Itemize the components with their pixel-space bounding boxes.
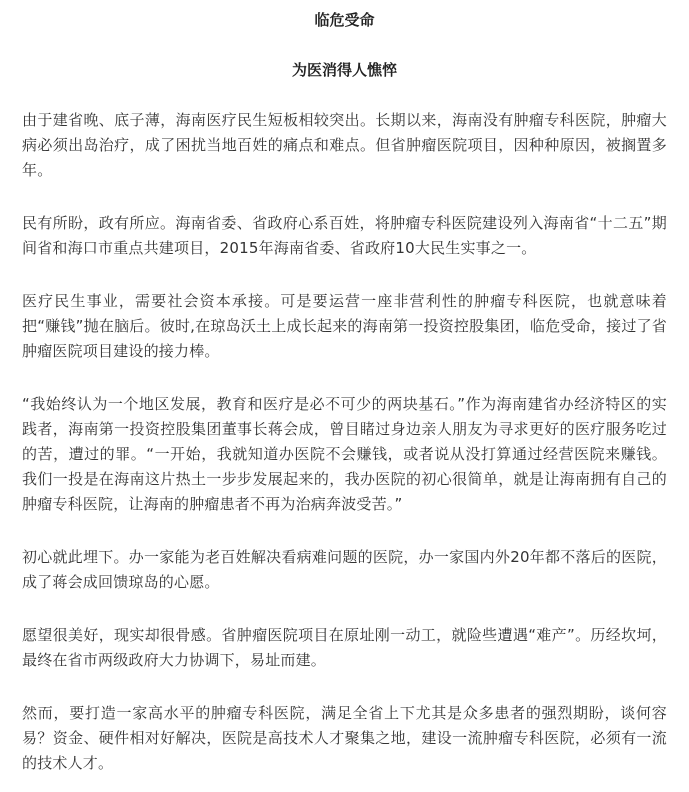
- paragraph-7: 然而，要打造一家高水平的肿瘤专科医院，满足全省上下尤其是众多患者的强烈期盼，谈何容易？资金、硬件相对好解决，医院是高技术人才聚集之地，建设一流肿瘤专科医院，必须有一流的技术人才。: [22, 704, 667, 772]
- paragraph-4: “我始终认为一个地区发展，教育和医疗是必不可少的两块基石。”作为海南建省办经济特区的实践者，海南第一投资控股集团董事长蒋会成，曾目睹过身边亲人朋友为寻求更好的医疗服务吃过的苦，遭过的罪。“一开始，我就知道办医院不会赚钱，或者说从没打算通过经营医院来赚钱。我们一投是在海南这片热土一步步发展起来的，我办医院的初心很简单，就是让海南拥有自己的肿瘤专科医院，让海南的肿瘤患者不再为治病奔波受苦。”: [22, 395, 667, 513]
- article-title: 临危受命: [314, 11, 375, 29]
- paragraph-5: 初心就此埋下。办一家能为老百姓解决看病难问题的医院，办一家国内外20年都不落后的医院，成了蒋会成回馈琼岛的心愿。: [22, 548, 667, 591]
- paragraph-3: 医疗民生事业，需要社会资本承接。可是要运营一座非营利性的肿瘤专科医院，也就意味着把“赚钱”抛在脑后。彼时,在琼岛沃土上成长起来的海南第一投资控股集团，临危受命，接过了省肿瘤医院项目建设的接力棒。: [22, 292, 667, 360]
- paragraph-2: 民有所盼，政有所应。海南省委、省政府心系百姓，将肿瘤专科医院建设列入海南省“十二五”期间省和海口市重点共建项目，2015年海南省委、省政府10大民生实事之一。: [22, 214, 667, 257]
- paragraph-6: 愿望很美好，现实却很骨感。省肿瘤医院项目在原址刚一动工，就险些遭遇“难产”。历经坎坷，最终在省市两级政府大力协调下，易址而建。: [22, 626, 667, 669]
- article-subtitle: 为医消得人憔悴: [291, 61, 397, 79]
- paragraph-1: 由于建省晚、底子薄，海南医疗民生短板相较突出。长期以来，海南没有肿瘤专科医院，肿瘤大病必须出岛治疗，成了困扰当地百姓的痛点和难点。但省肿瘤医院项目，因种种原因，被搁置多年。: [22, 111, 667, 179]
